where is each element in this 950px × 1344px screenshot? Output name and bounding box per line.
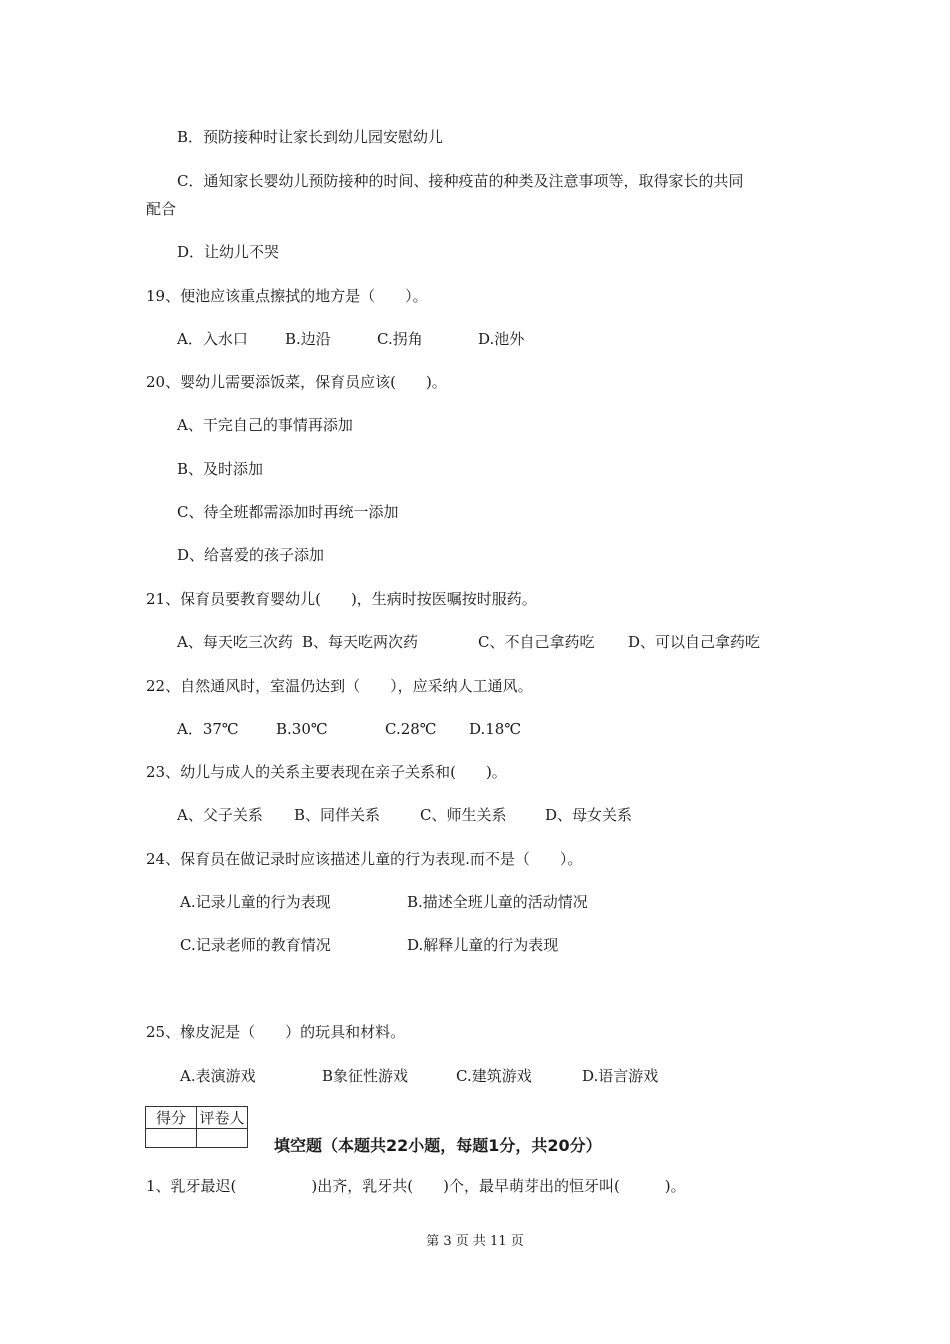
q18-option-d: D．让幼儿不哭 [177,243,280,261]
q23-option-a: A、父子关系 [177,806,263,824]
q20-option-b: B、及时添加 [177,460,264,478]
question-23: 23、幼儿与成人的关系主要表现在亲子关系和( )。 [146,763,507,781]
q21-option-c: C、不自己拿药吃 [478,633,595,651]
q22-option-c: C.28℃ [385,720,437,738]
q19-option-b: B.边沿 [285,330,331,348]
q24-option-d: D.解释儿童的行为表现 [407,936,559,954]
q25-option-a: A.表演游戏 [180,1067,256,1085]
q25-option-b: B象征性游戏 [322,1067,409,1085]
q18-option-c-line2: 配合 [146,200,177,218]
q23-option-c: C、师生关系 [420,806,507,824]
score-table [145,1106,248,1148]
q19-option-a: A．入水口 [177,330,248,348]
q21-option-a: A、每天吃三次药 [177,633,293,651]
q19-option-d: D.池外 [478,330,525,348]
q21-option-d: D、可以自己拿药吃 [628,633,761,651]
q22-option-b: B.30℃ [276,720,328,738]
question-25: 25、橡皮泥是（ ）的玩具和材料。 [146,1023,406,1041]
q19-option-c: C.拐角 [377,330,423,348]
q22-option-d: D.18℃ [469,720,522,738]
q22-option-a: A．37℃ [177,720,239,738]
question-22: 22、自然通风时，室温仍达到（ ），应采纳人工通风。 [146,677,533,695]
page-footer: 第 3 页 共 11 页 [426,1234,524,1249]
score-label: 得分 [146,1107,197,1129]
q21-option-b: B、每天吃两次药 [302,633,419,651]
q20-option-d: D、给喜爱的孩子添加 [177,546,325,564]
q20-option-a: A、干完自己的事情再添加 [177,416,353,434]
q20-option-c: C、待全班都需添加时再统一添加 [177,503,399,521]
q18-option-c-line1: C．通知家长婴幼儿预防接种的时间、接种疫苗的种类及注意事项等，取得家长的共同 [177,172,744,190]
question-20: 20、婴幼儿需要添饭菜，保育员应该( )。 [146,373,447,391]
q24-option-b: B.描述全班儿童的活动情况 [407,893,588,911]
question-21: 21、保育员要教育婴幼儿( )，生病时按医嘱按时服药。 [146,590,537,608]
grader-cell [197,1129,248,1148]
fill-question-1: 1、乳牙最迟( )出齐，乳牙共( )个，最早萌芽出的恒牙叫( )。 [146,1177,686,1195]
q23-option-d: D、母女关系 [545,806,633,824]
q25-option-d: D.语言游戏 [582,1067,659,1085]
q24-option-a: A.记录儿童的行为表现 [180,893,331,911]
section-heading: 填空题（本题共22小题，每题1分，共20分） [274,1136,602,1155]
question-24: 24、保育员在做记录时应该描述儿童的行为表现.而不是（ ）。 [146,850,583,868]
q25-option-c: C.建筑游戏 [456,1067,532,1085]
q24-option-c: C.记录老师的教育情况 [180,936,331,954]
question-19: 19、便池应该重点擦拭的地方是（ ）。 [146,287,428,305]
q18-option-b: B．预防接种时让家长到幼儿园安慰幼儿 [177,128,444,146]
grader-label: 评卷人 [197,1107,248,1129]
score-cell [146,1129,197,1148]
q23-option-b: B、同伴关系 [294,806,381,824]
